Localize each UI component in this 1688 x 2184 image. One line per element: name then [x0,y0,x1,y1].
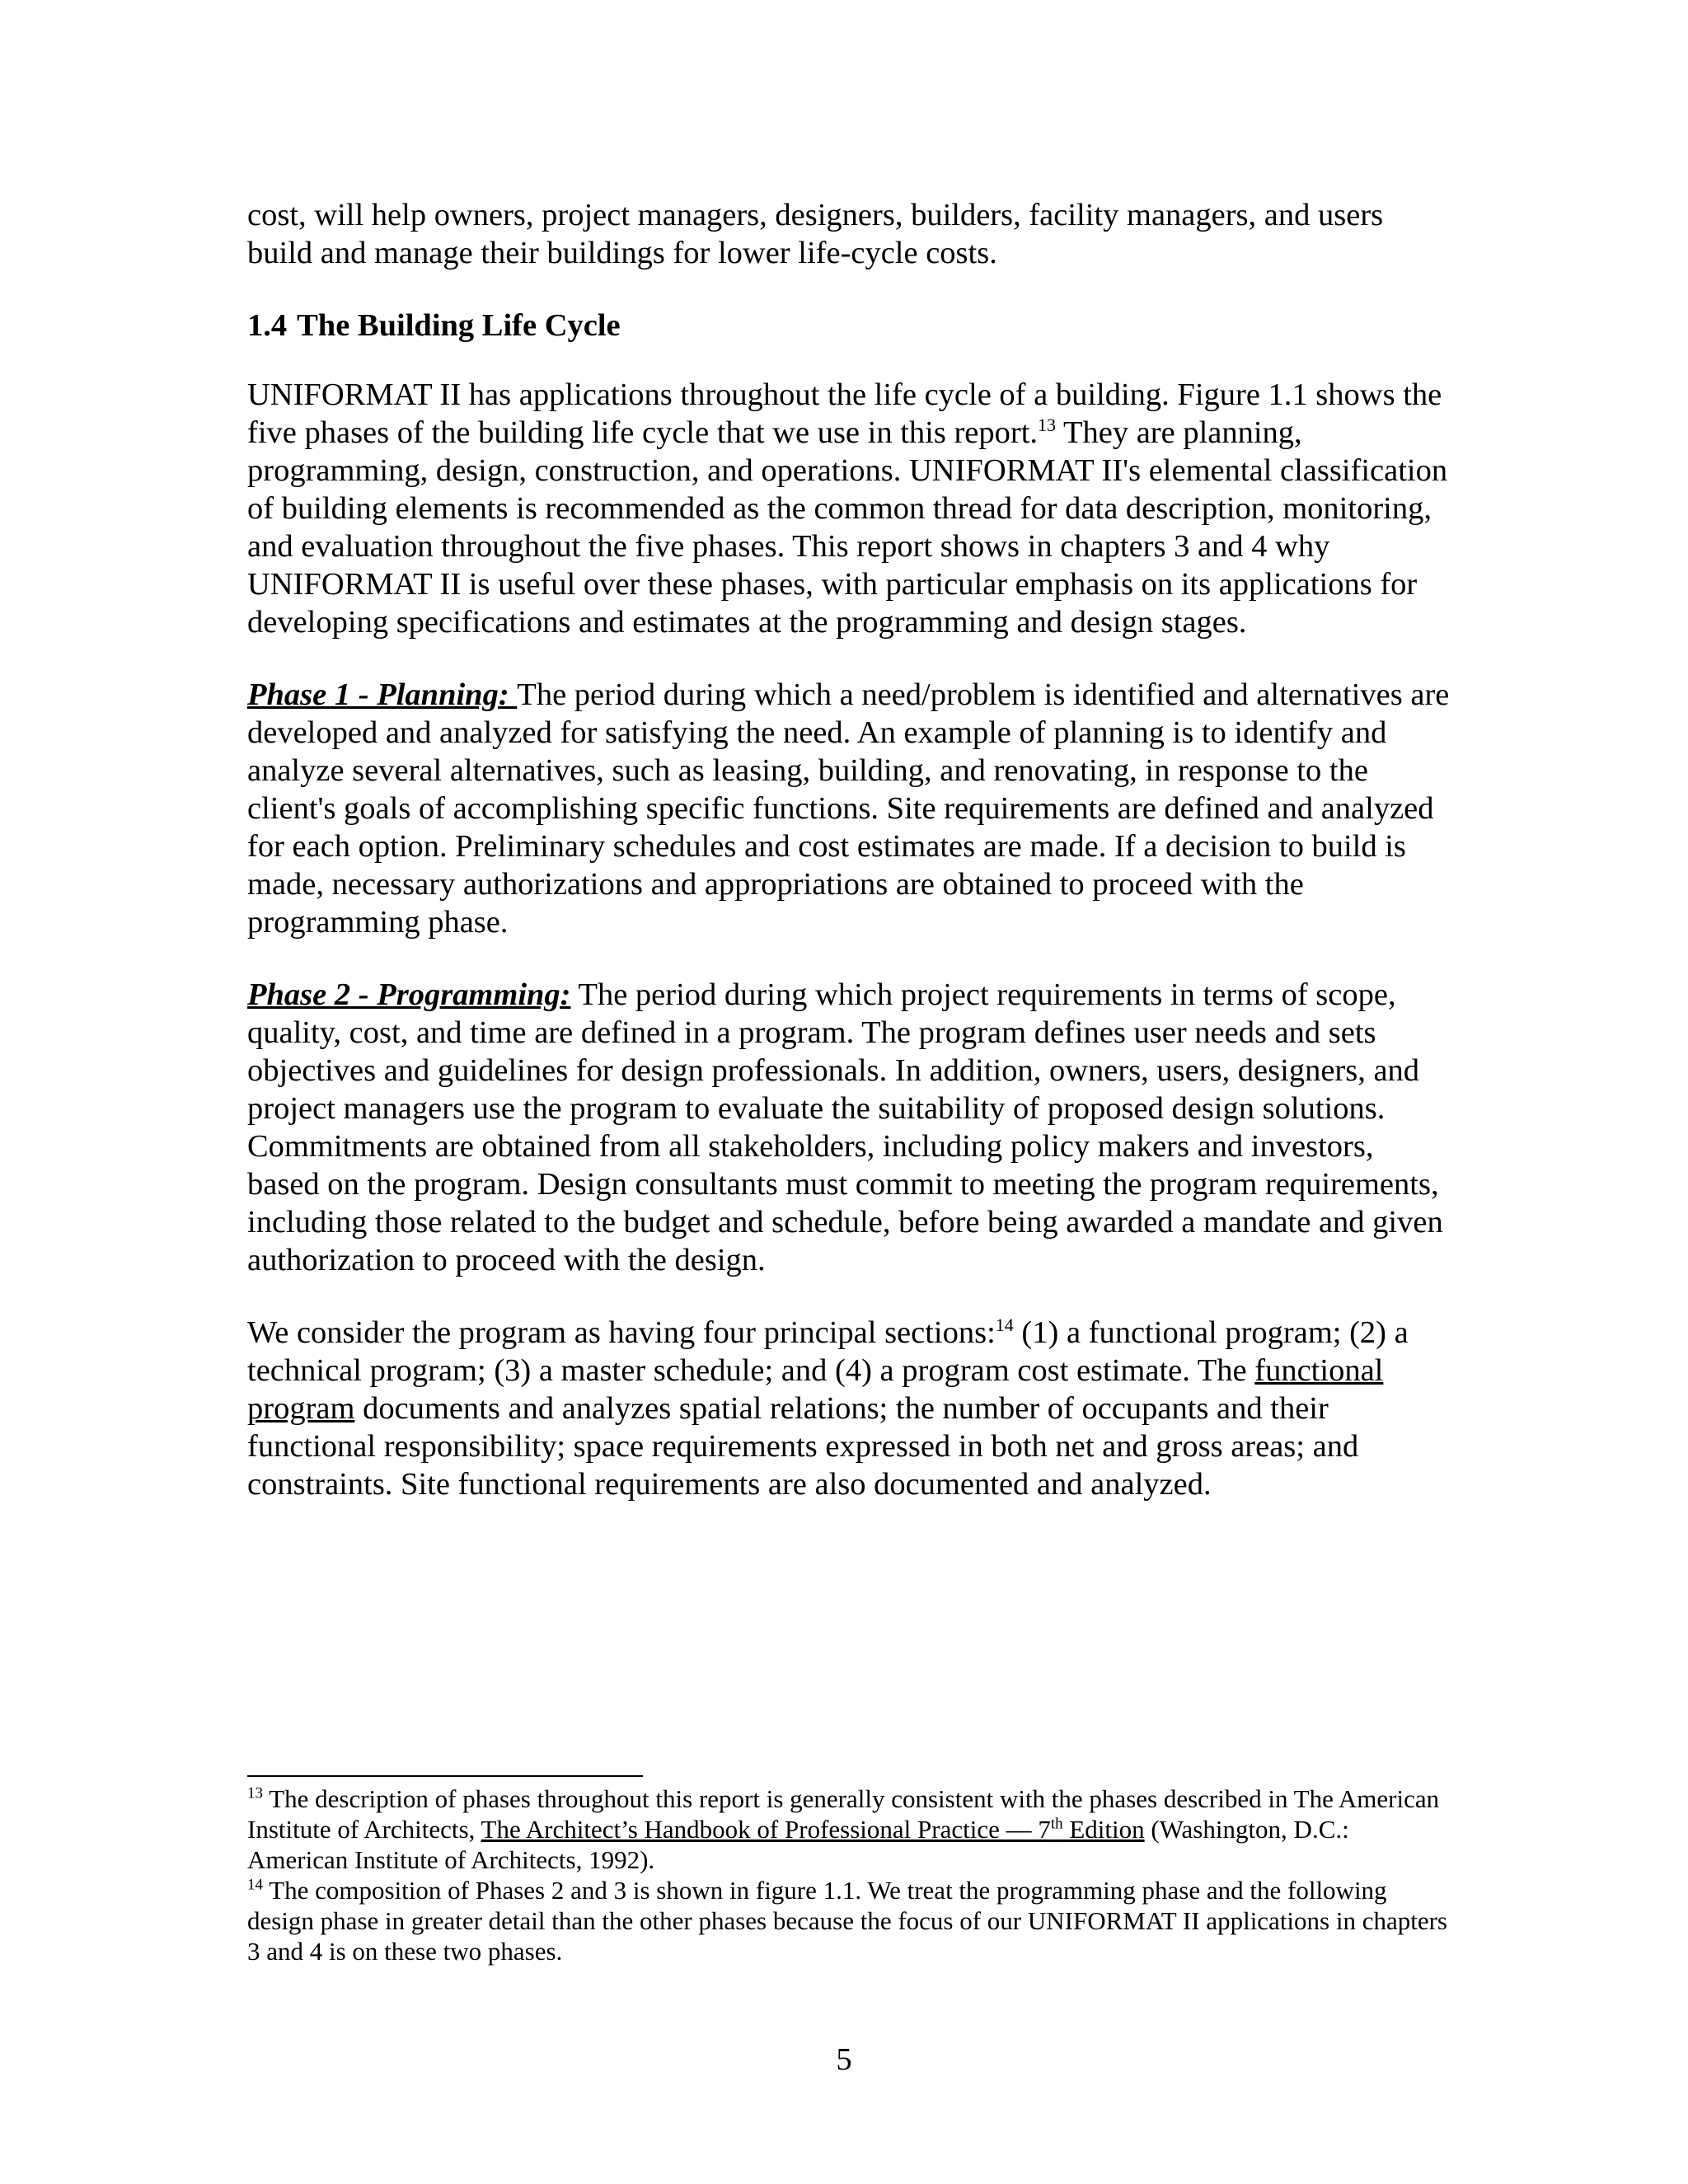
footnote-14-text: The composition of Phases 2 and 3 is shown in figure 1.1. We treat the programming phase and the following design phase in greater detail than the other phases because the focus of our UNIFORMAT II applications in chapters 3 and 4 is on these two phases. [247,1876,1448,1966]
phase-2-text: The period during which project requirements in terms of scope, quality, cost, and time are defined in a program. The program defines user needs and sets objectives and guidelines for design professionals. In addition, owners, users, designers, and project managers use the program to evaluate the suitability of proposed design solutions. Commitments are obtained from all stakeholders, including policy makers and investors, based on the program. Design consultants must commit to meeting the program requirements, including those related to the budget and schedule, before being awarded a mandate and given authorization to proceed with the design. [247,977,1443,1277]
phase-1-text: The period during which a need/problem is identified and alternatives are developed and analyzed for satisfying the need. An example of planning is to identify and analyze several alternatives, such as leasing, building, and renovating, in response to the client's goals of accomplishing specific functions. Site requirements are defined and analyzed for each option. Preliminary schedules and cost estimates are made. If a decision to build is made, necessary authorizations and appropriations are obtained to proceed with the programming phase. [247,677,1450,940]
section-heading [247,307,1451,344]
program-sections-text-start: We consider the program as having four principal sections: [247,1315,996,1350]
footnote-14-mark: 14 [247,1876,263,1894]
phase-1-paragraph [247,676,1451,941]
footnote-ref-14[interactable]: 14 [995,1315,1014,1336]
footnote-13-text-start: The description of phases throughout this report is generally consistent with the phases described in The American Institute of Architects, [247,1784,1440,1844]
footnote-14 [247,1875,1451,1966]
footnote-13-mark: 13 [247,1784,263,1802]
phase-1-label: Phase 1 - Planning: [247,677,518,712]
section-title: The Building Life Cycle [297,308,621,343]
life-cycle-text-start: UNIFORMAT II has applications throughout the life cycle of a building. Figure 1.1 shows the five phases of the building life cycle that we use in this report. [247,377,1442,450]
intro-paragraph [247,196,1451,272]
phase-2-paragraph [247,976,1451,1279]
intro-text: cost, will help owners, project managers, designers, builders, facility managers, and users build and manage their buildings for lower life-cycle costs. [247,198,1384,270]
footnote-separator [247,1775,643,1777]
footnote-13 [247,1783,1451,1875]
footnote-ref-13[interactable]: 13 [1038,415,1057,436]
section-number: 1.4 [247,308,288,343]
life-cycle-paragraph [247,376,1451,641]
program-sections-paragraph [247,1314,1451,1503]
footnotes [247,1775,1451,1966]
phase-2-label: Phase 2 - Programming: [247,977,571,1012]
footnote-13-book-title: The Architect’s Handbook of Professional Practice — 7th Edition [481,1815,1145,1844]
page-body [247,196,1451,1503]
life-cycle-text-end: They are planning, programming, design, construction, and operations. UNIFORMAT II's elemental classification of building elements is recommended as the common thread for data description, monitoring, and evaluation throughout the five phases. This report shows in chapters 3 and 4 why UNIFORMAT II is useful over these phases, with particular emphasis on its applications for developing specifications and estimates at the programming and design stages. [247,415,1448,640]
program-sections-text-middle: (1) a functional program; (2) a technical program; (3) a master schedule; and (4) a program cost estimate. The [247,1315,1409,1388]
program-sections-text-end: documents and analyzes spatial relations; the number of occupants and their functional responsibility; space requirements expressed in both net and gross areas; and constraints. Site functional requirements are also documented and analyzed. [247,1391,1359,1502]
footnote-13-text-end: (Washington, D.C.: American Institute of Architects, 1992). [247,1815,1349,1874]
page-number: 5 [836,2042,852,2077]
functional-program-term: functional program [247,1353,1384,1426]
